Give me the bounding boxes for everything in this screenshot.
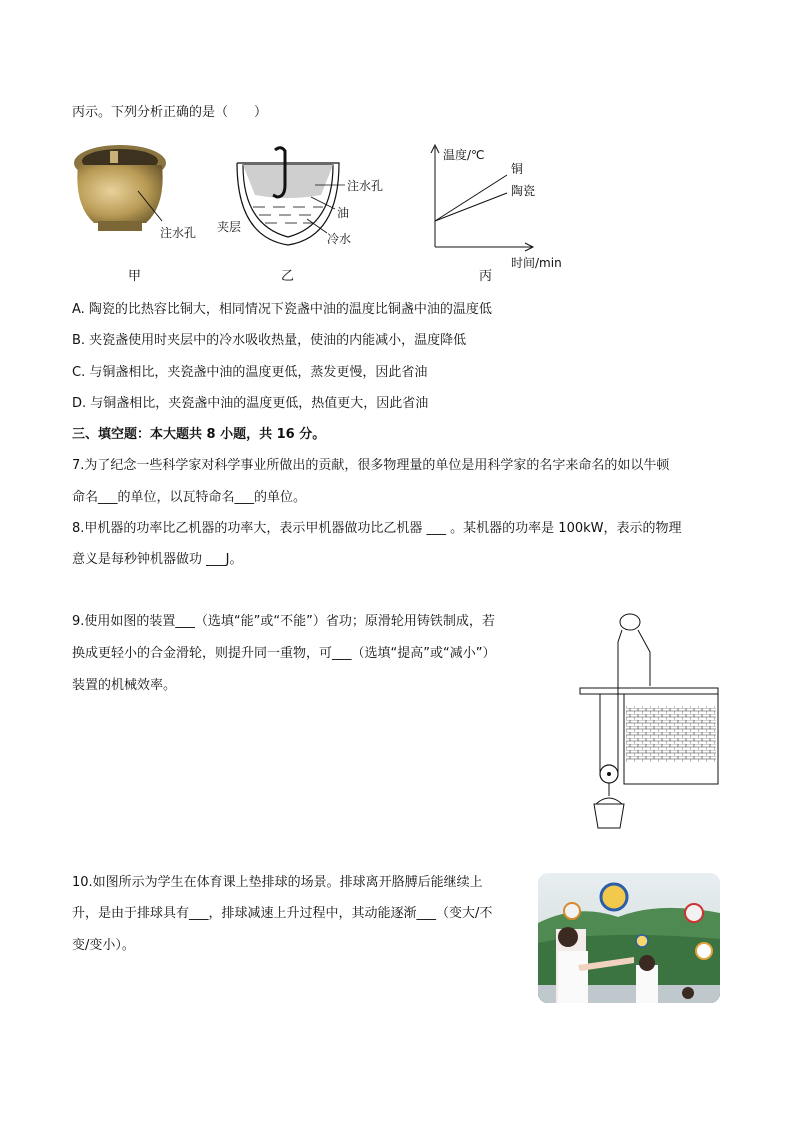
section-header: 三、填空题：本大题共 8 小题，共 16 分。	[72, 427, 326, 442]
q9-line1: 9.使用如图的装置___（选填“能”或“不能”）省功；原滑轮用铸铁制成，若	[72, 614, 495, 629]
option-b: B. 夹瓷盏使用时夹层中的冷水吸收热量，使油的内能减小，温度降低	[72, 333, 467, 348]
q8-line2: 意义是每秒钟机器做功 ___J。	[72, 552, 243, 567]
bing-line1-label: 铜	[511, 162, 524, 176]
q9-line3: 装置的机械效率。	[72, 678, 177, 693]
q10-line2: 升，是由于排球具有___，排球减速上升过程中，其动能逐渐___（变大/不	[72, 906, 493, 921]
yi-water-label: 冷水	[327, 232, 352, 246]
option-d: D. 与铜盏相比，夹瓷盏中油的温度更低，热值更大，因此省油	[72, 396, 429, 411]
q7-line2: 命名___的单位，以瓦特命名___的单位。	[72, 490, 307, 505]
jia-hole-label: 注水孔	[160, 226, 197, 240]
option-c: C. 与铜盏相比，夹瓷盏中油的温度更低，蒸发更慢，因此省油	[72, 365, 428, 380]
bing-ylabel: 温度/℃	[443, 148, 485, 162]
q9-line2: 换成更轻小的合金滑轮，则提升同一重物，可___（选填“提高”或“减小”）	[72, 646, 496, 661]
yi-oil-label: 油	[337, 206, 350, 220]
figure-yi-caption: 乙	[281, 269, 295, 284]
yi-layer-label: 夹层	[217, 220, 242, 234]
figure-yi-diagram	[215, 145, 395, 255]
yi-hole-label: 注水孔	[347, 179, 384, 193]
q10-line1: 10.如图所示为学生在体育课上垫排球的场景。排球离开胳膊后能继续上	[72, 875, 483, 890]
q7-line1: 7.为了纪念一些科学家对科学事业所做出的贡献，很多物理量的单位是用科学家的名字来命名的如以牛顿	[72, 458, 670, 473]
ceramic-line	[435, 193, 507, 221]
volleyball-photo	[538, 873, 720, 1003]
figure-bing-graph	[425, 143, 585, 268]
copper-line	[435, 175, 507, 221]
q8-line1: 8.甲机器的功率比乙机器的功率大，表示甲机器做功比乙机器 ___ 。某机器的功率是 100kW，表示的物理	[72, 521, 682, 536]
figure-pulley	[578, 612, 723, 832]
figure-bing-caption: 丙	[479, 269, 493, 284]
option-a: A. 陶瓷的比热容比铜大，相同情况下瓷盏中油的温度比铜盏中油的温度低	[72, 302, 492, 317]
q10-line3: 变/变小）。	[72, 938, 135, 953]
intro-text: 丙示。下列分析正确的是（ ）	[72, 105, 268, 120]
bing-xlabel: 时间/min	[511, 256, 562, 270]
bing-line2-label: 陶瓷	[511, 184, 536, 198]
figure-jia-caption: 甲	[128, 269, 142, 284]
figure-jia-bowl	[72, 135, 202, 255]
